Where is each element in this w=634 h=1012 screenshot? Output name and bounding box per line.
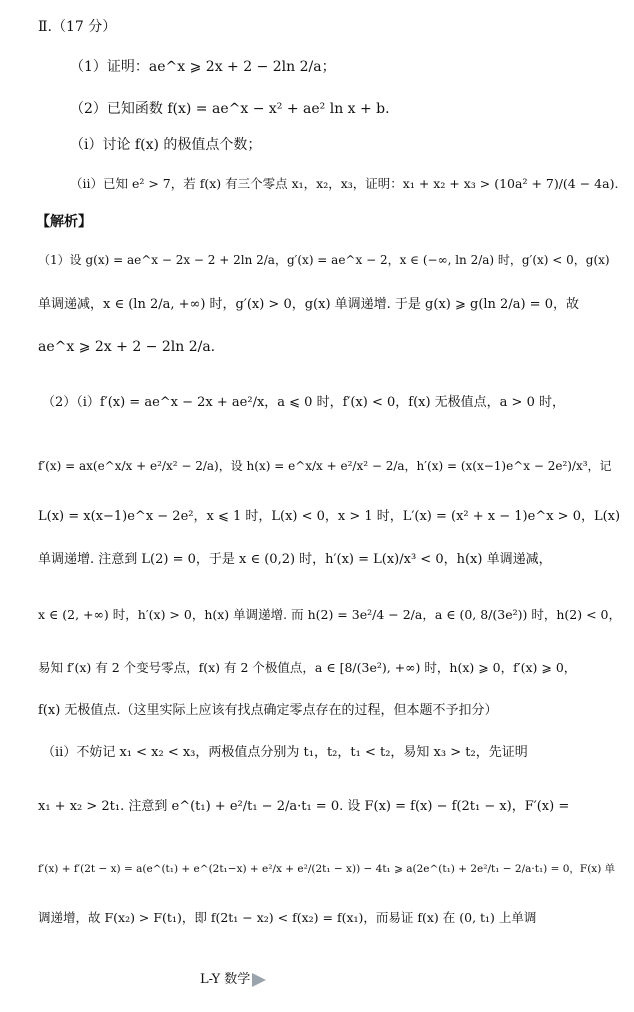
solution-line-1: （1）设 g(x) = ae^x − 2x − 2 + 2ln 2/a，g′(x) = ae^x − 2，x ∈ (−∞, ln 2/a) 时，g′(x) < 0，g(x): [38, 253, 610, 267]
arrow-logo-icon: [252, 973, 266, 987]
footer-label: L-Y 数学: [200, 972, 251, 987]
problem-number: Ⅱ.（17 分）: [38, 19, 117, 35]
solution-line-10: f(x) 无极值点.（这里实际上应该有找点确定零点存在的过程，但本题不予扣分）: [38, 703, 498, 718]
solution-line-2: 单调递减，x ∈ (ln 2/a, +∞) 时，g′(x) > 0，g(x) 单调递增. 于是 g(x) ⩾ g(ln 2/a) = 0，故: [38, 297, 579, 312]
problem-part-2: （2）已知函数 f(x) = ae^x − x² + ae² ln x + b.: [70, 101, 390, 117]
solution-line-3: ae^x ⩾ 2x + 2 − 2ln 2/a.: [38, 339, 216, 355]
solution-line-5: f′(x) = ax(e^x/x + e²/x² − 2/a)，设 h(x) = e^x/x + e²/x² − 2/a，h′(x) = (x(x−1)e^x − 2e²)/x³，记: [38, 459, 612, 473]
solution-line-12: x₁ + x₂ > 2t₁. 注意到 e^(t₁) + e²/t₁ − 2/a·t₁ = 0. 设 F(x) = f(x) − f(2t₁ − x)，F′(x) =: [38, 799, 570, 814]
solution-line-6: L(x) = x(x−1)e^x − 2e²，x ⩽ 1 时，L(x) < 0，x > 1 时，L′(x) = (x² + x − 1)e^x > 0，L(x): [38, 509, 621, 524]
problem-part-2-ii: （ii）已知 e² > 7，若 f(x) 有三个零点 x₁，x₂，x₃，证明：x₁ + x₂ + x₃ > (10a² + 7)/(4 − 4a).: [70, 176, 619, 191]
problem-part-2-i: （i）讨论 f(x) 的极值点个数；: [70, 137, 262, 153]
solution-line-4: （2）（i）f′(x) = ae^x − 2x + ae²/x，a ⩽ 0 时，f′(x) < 0，f(x) 无极值点，a > 0 时，: [42, 395, 565, 410]
page-footer: [200, 968, 266, 987]
solution-line-13: f′(x) + f′(2t − x) = a(e^(t₁) + e^(2t₁−x) + e²/x + e²/(2t₁ − x)) − 4t₁ ⩾ a(2e^(t₁) + 2e²/t₁ − 2/a·t₁) = 0，F(x) 单: [38, 863, 616, 875]
solution-line-8: x ∈ (2, +∞) 时，h′(x) > 0，h(x) 单调递增. 而 h(2) = 3e²/4 − 2/a，a ∈ (0, 8/(3e²)) 时，h(2) < 0，: [38, 607, 622, 622]
solution-line-7: 单调递增. 注意到 L(2) = 0，于是 x ∈ (0,2) 时，h′(x) = L(x)/x³ < 0，h(x) 单调递减，: [38, 552, 552, 567]
solution-line-9: 易知 f′(x) 有 2 个变号零点，f(x) 有 2 个极值点，a ∈ [8/(3e²), +∞) 时，h(x) ⩾ 0，f′(x) ⩾ 0，: [38, 660, 577, 675]
solution-header: 【解析】: [36, 214, 92, 230]
solution-line-11: （ii）不妨记 x₁ < x₂ < x₃，两极值点分别为 t₁，t₂，t₁ < t₂，易知 x₃ > t₂，先证明: [42, 745, 528, 760]
solution-line-14: 调递增，故 F(x₂) > F(t₁)，即 f(2t₁ − x₂) < f(x₂) = f(x₁)，而易证 f(x) 在 (0, t₁) 上单调: [38, 910, 537, 925]
problem-part-1: （1）证明：ae^x ⩾ 2x + 2 − 2ln 2/a；: [70, 59, 336, 75]
